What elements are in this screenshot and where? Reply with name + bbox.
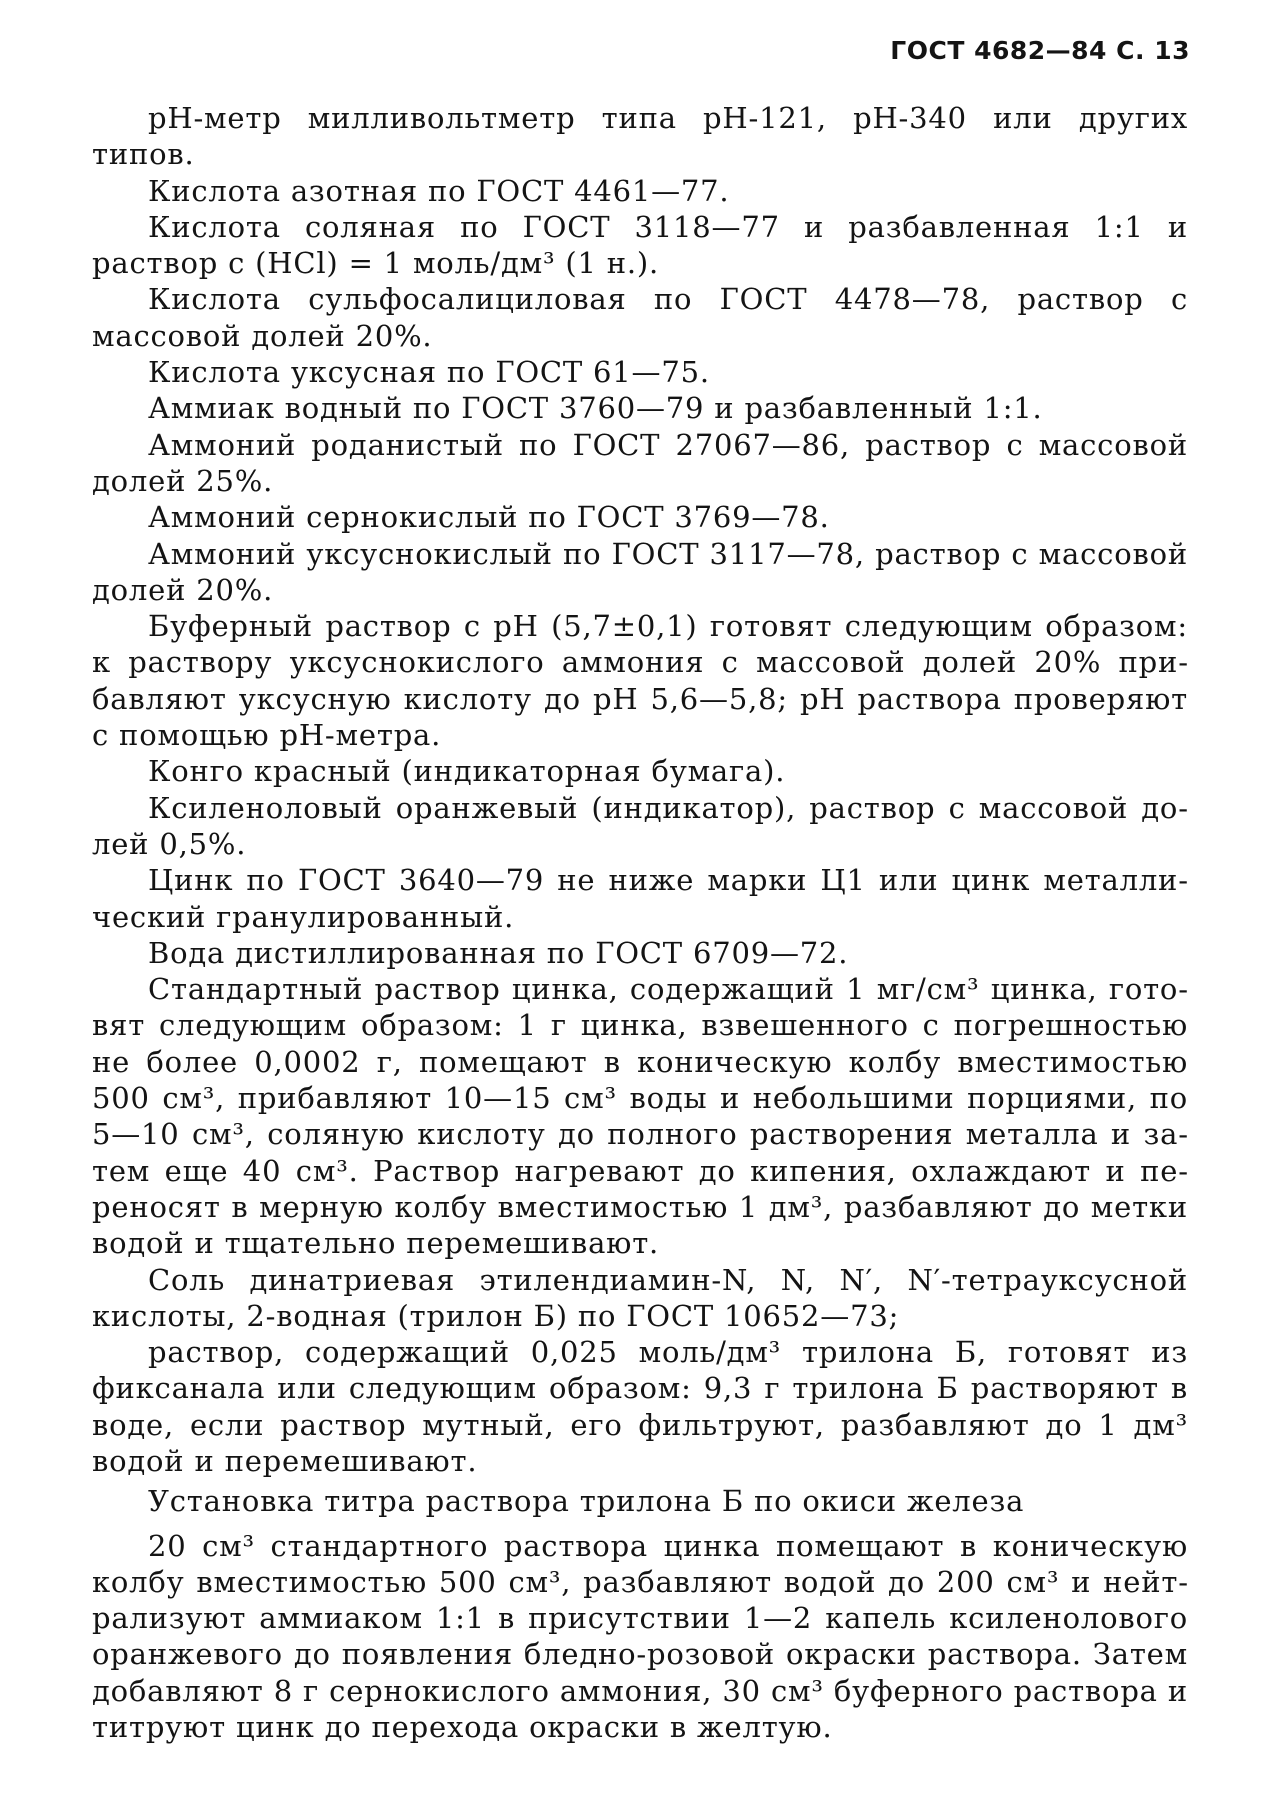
paragraph-buffer-solution: Буферный раствор с pH (5,7±0,1) готовят следующим образом: к раствору уксуснокислого аммония с массовой долей 20% прибавляют уксусную кислоту до pH 5,6—5,8; pH раствора проверяют с помощью pH-метра. [92,609,1188,753]
paragraph-ammonium-acetate: Аммоний уксуснокислый по ГОСТ 3117—78, раствор с массовой долей 20%. [92,536,1188,607]
page-running-title: ГОСТ 4682—84 С. 13 [890,36,1190,65]
paragraph-ammonium-sulfate: Аммоний сернокислый по ГОСТ 3769—78. [148,500,830,535]
paragraph-titration-procedure: 20 см³ стандартного раствора цинка помещают в коническую колбу вместимостью 500 см³, разбавляют водой до 200 см³ и нейтрализуют аммиаком 1:1 в присутствии 1—2 капель ксиленолового оранжевого до появления бледно-розовой окраски раствора. Затем добавляют 8 г сернокислого аммония, 30 см³ буферного раствора и титруют цинк до перехода окраски в желтую. [92,1528,1188,1745]
section-heading: Установка титра раствора трилона Б по окиси железа [148,1484,1025,1519]
paragraph-zinc: Цинк по ГОСТ 3640—79 не ниже марки Ц1 или цинк металлический гранулированный. [92,863,1188,934]
paragraph-nitric-acid: Кислота азотная по ГОСТ 4461—77. [148,173,730,208]
paragraph-edta-solution: раствор, содержащий 0,025 моль/дм³ трилона Б, готовят из фиксанала или следующим образом: 9,3 г трилона Б растворяют в воде, если раствор мутный, его фильтруют, разбавляют до 1 дм³ водой и перемешивают. [92,1335,1188,1478]
paragraph-ammonia: Аммиак водный по ГОСТ 3760—79 и разбавленный 1:1. [148,391,1043,426]
paragraph-sulfosalicylic-acid: Кислота сульфосалициловая по ГОСТ 4478—78, раствор с массовой долей 20%. [92,282,1188,353]
document-body [92,100,1188,1745]
paragraph-ph-meter: pH-метр милливольтметр типа pH-121, pH-340 или других типов. [92,101,1188,172]
paragraph-distilled-water: Вода дистиллированная по ГОСТ 6709—72. [148,935,849,970]
paragraph-xylenol-orange: Ксиленоловый оранжевый (индикатор), раствор с массовой долей 0,5%. [92,790,1188,861]
paragraph-standard-zinc-solution: Стандартный раствор цинка, содержащий 1 мг/см³ цинка, готовят следующим образом: 1 г цинка, взвешенного с погрешностью не более 0,0002 г, помещают в коническую колбу вместимостью 500 см³, прибавляют 10—15 см³ воды и небольшими порциями, по 5—10 см³, соляную кислоту до полного растворения металла и затем еще 40 см³. Раствор нагревают до кипения, охлаждают и переносят в мерную колбу вместимостью 1 дм³, разбавляют до метки водой и тщательно перемешивают. [92,972,1188,1261]
paragraph-acetic-acid: Кислота уксусная по ГОСТ 61—75. [148,355,710,390]
paragraph-ammonium-thiocyanate: Аммоний роданистый по ГОСТ 27067—86, раствор с массовой долей 25%. [92,427,1188,498]
paragraph-hydrochloric-acid: Кислота соляная по ГОСТ 3118—77 и разбавленная 1:1 и раствор c (HCl) = 1 моль/дм³ (1 н.). [92,209,1188,281]
paragraph-congo-red: Конго красный (индикаторная бумага). [148,754,786,789]
paragraph-edta-salt: Соль динатриевая этилендиамин-N, N, N′, N′-тетрауксусной кислоты, 2-водная (трилон Б) по ГОСТ 10652—73; [92,1262,1188,1333]
